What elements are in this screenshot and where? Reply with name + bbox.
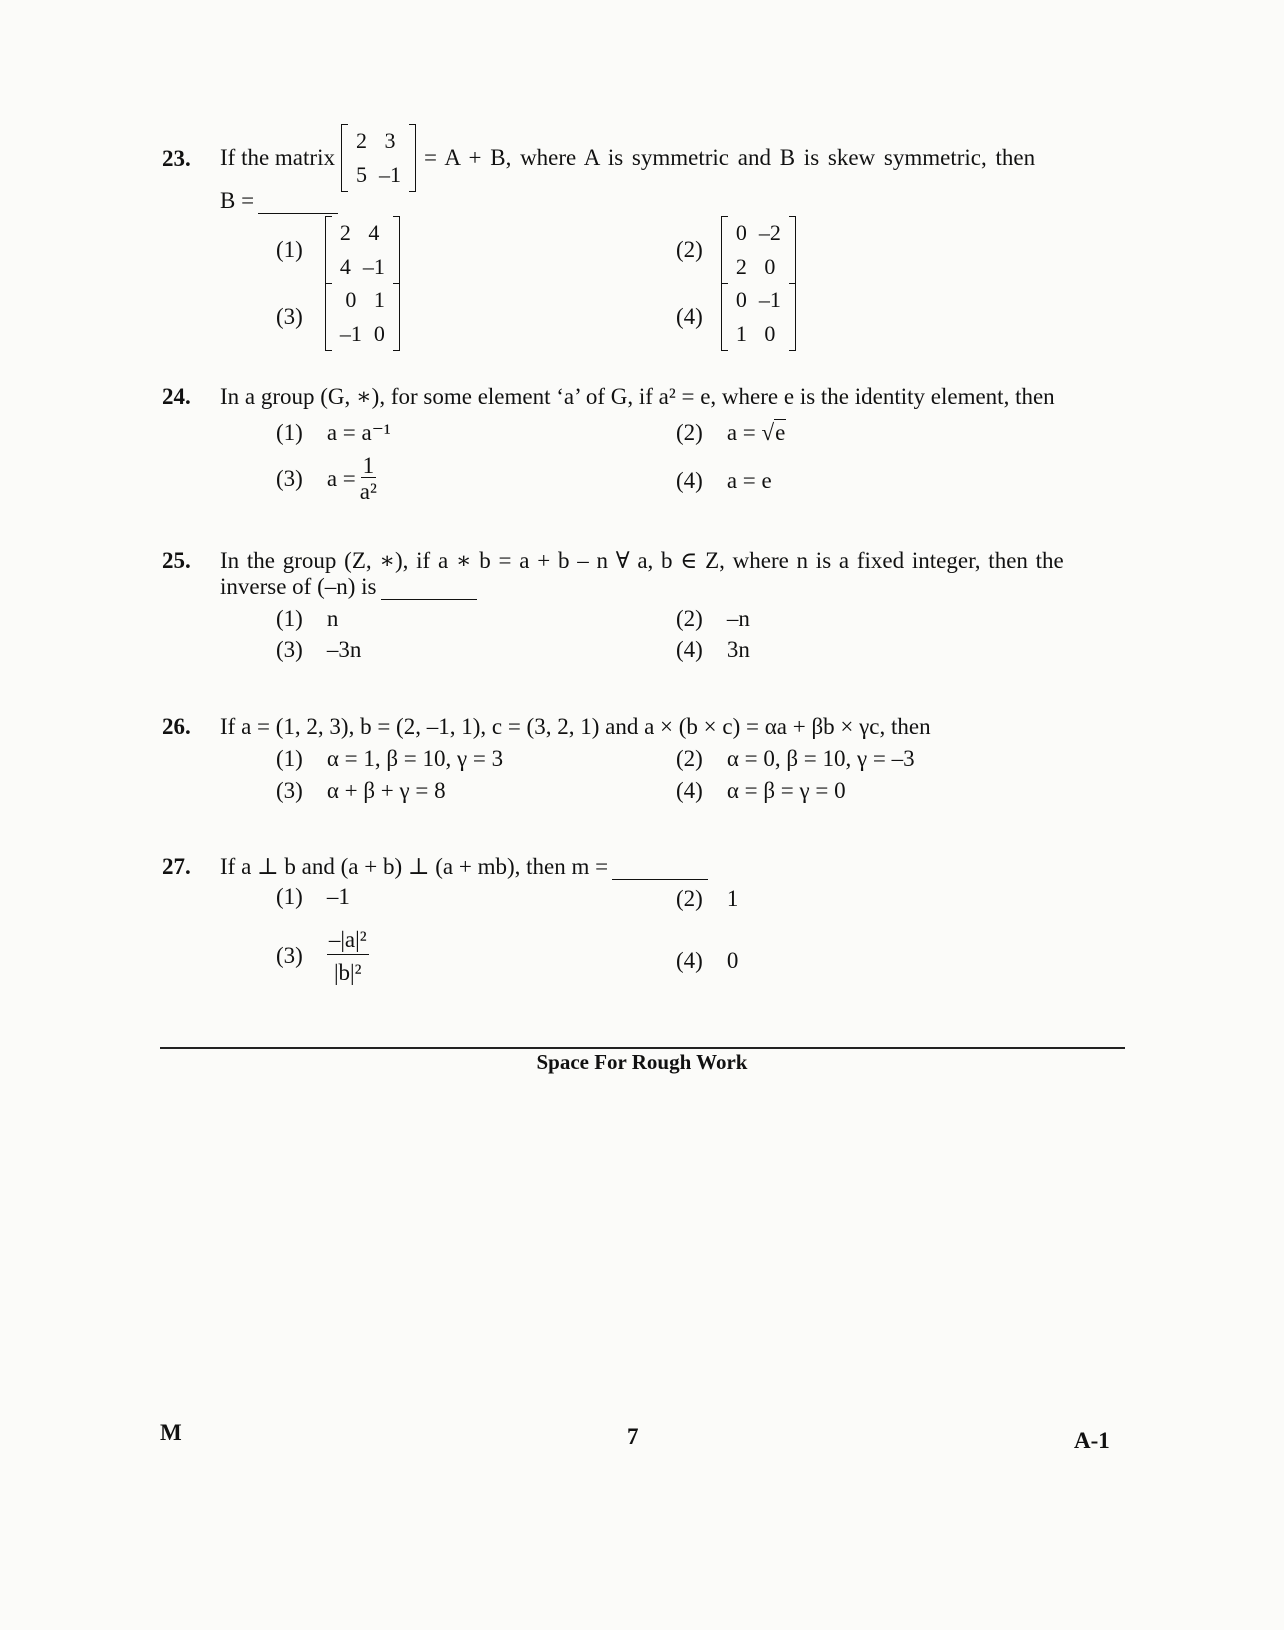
question-25-stem: In the group (Z, ∗), if a ∗ b = a + b – n ∀ a, b ∈ Z, where n is a fixed integer, then the: [220, 548, 1064, 573]
question-24-option-2[interactable]: (2) a = √e: [676, 420, 786, 445]
question-27-option-4[interactable]: (4) 0: [676, 948, 739, 973]
question-25-stem-line2: inverse of (–n) is: [220, 574, 477, 600]
question-25-option-3[interactable]: (3) –3n: [276, 637, 362, 662]
question-23-option-2[interactable]: (2) 0 –2 2 0: [676, 216, 796, 284]
question-23-option-4[interactable]: (4) 0 –1 1 0: [676, 283, 796, 351]
question-24-number: 24.: [162, 384, 191, 409]
question-23-option-3[interactable]: (3) 0 1 –1 0: [276, 283, 400, 351]
question-25-option-2[interactable]: (2) –n: [676, 606, 750, 631]
question-27-number: 27.: [162, 854, 191, 879]
question-25-option-1[interactable]: (1) n: [276, 606, 339, 631]
rough-work-heading: Space For Rough Work: [536, 1050, 748, 1074]
question-27-option-2[interactable]: (2) 1: [676, 886, 739, 911]
question-26-number: 26.: [162, 714, 191, 739]
footer-booklet-code: A-1: [1074, 1428, 1110, 1453]
question-24-option-4[interactable]: (4) a = e: [676, 468, 772, 493]
question-23-stem-pre: If the matrix: [220, 145, 335, 170]
question-26-option-1[interactable]: (1) α = 1, β = 10, γ = 3: [276, 746, 504, 771]
question-24-option-1[interactable]: (1) a = a⁻¹: [276, 420, 391, 445]
question-23-matrix: 2 3 5 –1: [341, 124, 416, 192]
divider-rule: [160, 1047, 1125, 1049]
footer-series-code: M: [160, 1420, 182, 1445]
question-27-option-3[interactable]: (3) $\frac{\text{–|a|²}}{\text{|b|²}}$: [276, 927, 367, 985]
question-26-stem: If a = (1, 2, 3), b = (2, –1, 1), c = (3, 2, 1) and a × (b × c) = αa + βb × γc, then: [220, 714, 931, 739]
question-26-option-3[interactable]: (3) α + β + γ = 8: [276, 778, 446, 803]
question-23-stem-post: = A + B, where A is symmetric and B is skew symmetric, then: [423, 145, 1036, 170]
question-23-option-1[interactable]: (1) 2 4 4 –1: [276, 216, 400, 284]
question-23-number: 23.: [162, 146, 191, 171]
question-25-number: 25.: [162, 548, 191, 573]
question-23-stem: [220, 124, 1035, 192]
question-24-option-3[interactable]: (3) a = $\frac{1}{\text{a²}}$: [276, 453, 377, 504]
page-number: 7: [627, 1424, 639, 1449]
question-23-stem-line2: B =: [220, 188, 338, 214]
question-25-option-4[interactable]: (4) 3n: [676, 637, 750, 662]
question-26-option-4[interactable]: (4) α = β = γ = 0: [676, 778, 846, 803]
question-27-option-1[interactable]: (1) –1: [276, 884, 350, 909]
question-26-option-2[interactable]: (2) α = 0, β = 10, γ = –3: [676, 746, 915, 771]
question-27-stem: If a ⊥ b and (a + b) ⊥ (a + mb), then m =: [220, 854, 708, 880]
question-24-stem: In a group (G, ∗), for some element ‘a’ of G, if a² = e, where e is the identity element, then: [220, 384, 1055, 409]
